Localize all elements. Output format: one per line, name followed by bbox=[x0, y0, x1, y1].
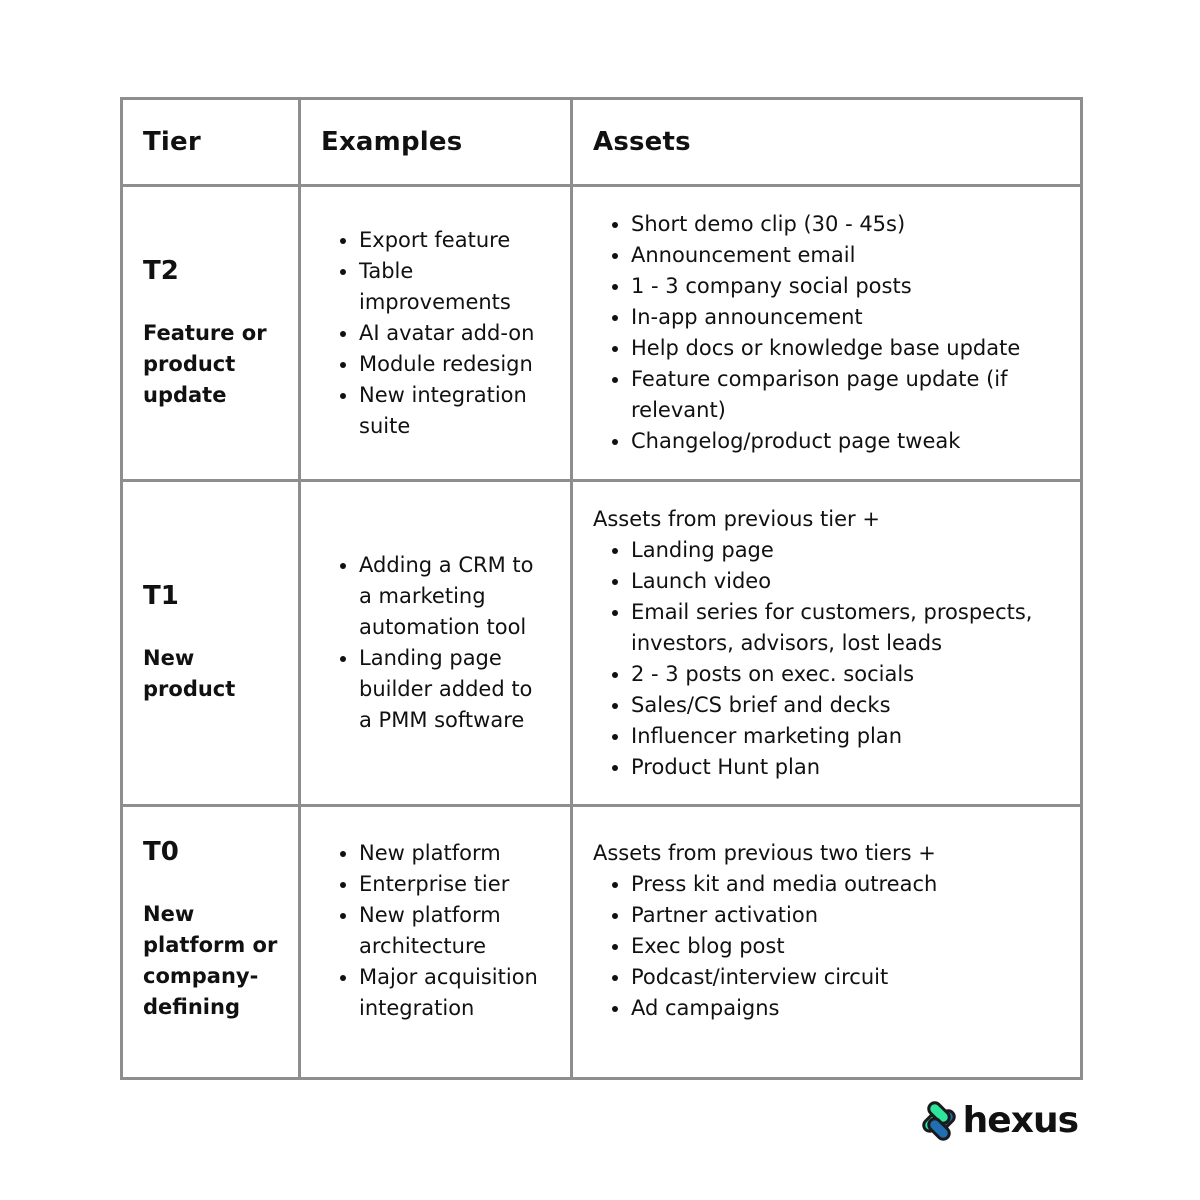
examples-cell bbox=[300, 186, 572, 481]
list-item: • AI avatar add-on bbox=[359, 318, 550, 349]
tier-code: T2 bbox=[143, 255, 179, 286]
list-item: • In-app announcement bbox=[631, 302, 1060, 333]
table-header-row bbox=[122, 99, 1082, 186]
list-item: • 1 - 3 company social posts bbox=[631, 271, 1060, 302]
list-item: • Changelog/product page tweak bbox=[631, 426, 1060, 457]
list-item: • Email series for customers, prospects, investors, advisors, lost leads bbox=[631, 597, 1060, 659]
list-item: • Table improvements bbox=[359, 256, 550, 318]
header-tier: Tier bbox=[122, 99, 300, 186]
tier-cell bbox=[122, 186, 300, 481]
examples-cell bbox=[300, 806, 572, 1079]
hexus-logo bbox=[919, 1098, 1078, 1144]
assets-cell bbox=[572, 806, 1082, 1079]
list-item: • Influencer marketing plan bbox=[631, 721, 1060, 752]
list-item: • Podcast/interview circuit bbox=[631, 962, 1060, 993]
list-item: • Product Hunt plan bbox=[631, 752, 1060, 783]
list-item: • Short demo clip (30 - 45s) bbox=[631, 209, 1060, 240]
list-item: • Partner activation bbox=[631, 900, 1060, 931]
tier-description: Feature or product update bbox=[143, 320, 267, 407]
assets-list bbox=[593, 209, 1060, 457]
tier-cell bbox=[122, 806, 300, 1079]
assets-intro: Assets from previous tier + bbox=[593, 506, 880, 531]
list-item: • New platform architecture bbox=[359, 900, 550, 962]
examples-list bbox=[321, 838, 550, 1024]
list-item: • Exec blog post bbox=[631, 931, 1060, 962]
tier-description: New platform or company-defining bbox=[143, 902, 278, 1019]
table-row-t2 bbox=[122, 186, 1082, 481]
list-item: • New integration suite bbox=[359, 380, 550, 442]
tier-code: T1 bbox=[143, 581, 179, 611]
logo-wordmark: hexus bbox=[962, 1100, 1078, 1141]
examples-cell bbox=[300, 481, 572, 806]
list-item: • Sales/CS brief and decks bbox=[631, 690, 1060, 721]
list-item: • Feature comparison page update (if relevant) bbox=[631, 364, 1060, 426]
tier-cell bbox=[122, 481, 300, 806]
list-item: • Export feature bbox=[359, 225, 550, 256]
list-item: • Press kit and media outreach bbox=[631, 869, 1060, 900]
list-item: • Adding a CRM to a marketing automation tool bbox=[359, 550, 550, 643]
header-assets: Assets bbox=[572, 99, 1082, 186]
list-item: • Announcement email bbox=[631, 240, 1060, 271]
list-item: • Module redesign bbox=[359, 349, 550, 380]
assets-intro: Assets from previous two tiers + bbox=[593, 841, 936, 865]
assets-list bbox=[593, 535, 1060, 783]
list-item: • Launch video bbox=[631, 566, 1060, 597]
list-item: • 2 - 3 posts on exec. socials bbox=[631, 659, 1060, 690]
examples-list bbox=[321, 550, 550, 736]
list-item: • New platform bbox=[359, 838, 550, 869]
tier-code: T0 bbox=[143, 837, 179, 867]
list-item: • Landing page builder added to a PMM software bbox=[359, 643, 550, 736]
list-item: • Major acquisition integration bbox=[359, 962, 550, 1024]
tier-description: New product bbox=[143, 646, 236, 701]
list-item: • Ad campaigns bbox=[631, 993, 1060, 1024]
header-examples: Examples bbox=[300, 99, 572, 186]
list-item: • Enterprise tier bbox=[359, 869, 550, 900]
hexus-logo-icon bbox=[919, 1101, 959, 1141]
list-item: • Help docs or knowledge base update bbox=[631, 333, 1060, 364]
assets-list bbox=[593, 869, 1060, 1024]
table-row-t1 bbox=[122, 481, 1082, 806]
examples-list bbox=[321, 225, 550, 442]
list-item: • Landing page bbox=[631, 535, 1060, 566]
assets-cell bbox=[572, 481, 1082, 806]
table-row-t0 bbox=[122, 806, 1082, 1079]
assets-cell bbox=[572, 186, 1082, 481]
tier-table bbox=[120, 97, 1083, 1080]
